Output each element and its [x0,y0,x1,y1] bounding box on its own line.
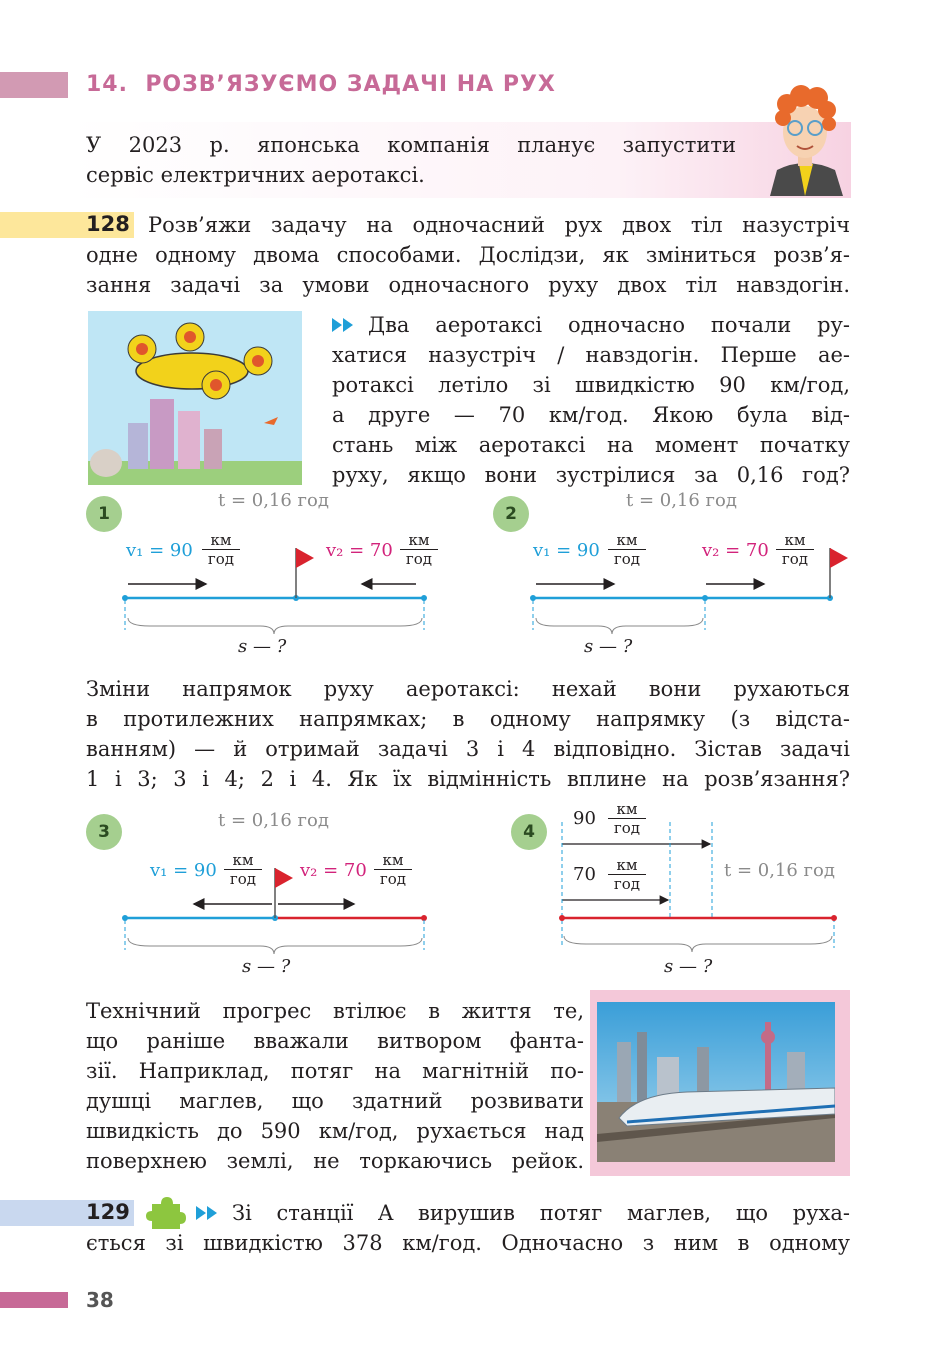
text-line: 1 і 3; 3 і 4; 2 і 4. Як їх відмінність вплине на розв’язання? [86,767,850,791]
speed-label-v2: v₂ = 70 [300,860,367,881]
unit-fraction: км год [776,531,814,568]
page-number: 38 [86,1288,114,1312]
time-label: t = 0,16 год [218,490,329,511]
text-line: швидкість до 590 км/год, рухається над [86,1119,584,1143]
speed-label-v2: v₂ = 70 [702,540,769,561]
intro-text [86,130,736,190]
header-bar [0,72,68,98]
problem-line: хатися назустріч / навздогін. Перше ае- [332,343,850,367]
speed-label-v1: v₁ = 90 [150,860,217,881]
unit-fraction: км год [400,531,438,568]
distance-label: s — ? [664,956,713,977]
problem-line: Два аеротаксі одночасно почали ру- [368,313,850,337]
unit-fraction: км год [224,851,262,888]
speed-label-v1: v₁ = 90 [126,540,193,561]
text-line: в протилежних напрямках; в одному напрямку (з відста- [86,707,850,731]
task-line: зання задачі за умови одночасного руху двох тіл навздогін. [86,273,850,297]
text-line: душці маглев, що здатний розвивати [86,1089,584,1113]
unit-fraction: км год [608,531,646,568]
task-128-number: 128 [86,212,130,236]
diagram-3 [110,862,440,958]
unit-fraction: км год [202,531,240,568]
problem-line: а друге — 70 км/год. Якою була від- [332,403,850,427]
text-line: зії. Наприклад, потяг на магнітній по- [86,1059,584,1083]
text-line: Технічний прогрес втілює в життя те, [86,999,584,1023]
diagram-3-badge: 3 [86,814,122,850]
text-line: що раніше вважали витвором фанта- [86,1029,584,1053]
task-line: Розв’яжи задачу на одночасний рух двох тіл назустріч [148,213,850,237]
speed-value-90: 90 [573,808,596,829]
task-128-text [86,210,850,300]
diagram-2-badge: 2 [493,496,529,532]
distance-label: s — ? [242,956,291,977]
distance-label: s — ? [584,636,633,657]
time-label: t = 0,16 год [724,860,835,881]
unit-fraction: км год [608,800,646,837]
intro-line: У 2023 р. японська компанія планує запустити [86,133,736,157]
unit-fraction: км год [374,851,412,888]
task-129-number: 129 [86,1200,130,1224]
task-129-text [86,1198,850,1258]
diagram-4-badge: 4 [511,814,547,850]
problem-text [332,310,850,490]
footer-bar [0,1292,68,1308]
diagram-2 [518,540,858,636]
task-line: одне одному двома способами. Дослідзи, як зміниться розв’я- [86,243,850,267]
time-label: t = 0,16 год [218,810,329,831]
maglev-text [86,996,584,1176]
text-line: Зміни напрямок руху аеротаксі: нехай вони рухаються [86,677,850,701]
aerotaxi-illustration [88,311,302,485]
unit-fraction: км год [608,856,646,893]
change-direction-text [86,674,850,794]
speed-label-v1: v₁ = 90 [533,540,600,561]
problem-line: руху, якщо вони зустрілися за 0,16 год? [332,463,850,487]
diagram-4 [548,818,848,958]
task-line: ється зі швидкістю 378 км/год. Одночасно з ним в одному [86,1231,850,1255]
problem-line: ротаксі летіло зі швидкістю 90 км/год, [332,373,850,397]
intro-line: сервіс електричних аеротаксі. [86,163,425,187]
maglev-train-photo [597,1002,835,1162]
speed-label-v2: v₂ = 70 [326,540,393,561]
teacher-illustration [765,82,845,196]
diagram-1 [110,540,440,636]
diagram-1-badge: 1 [86,496,122,532]
text-line: поверхнею землі, не торкаючись рейок. [86,1149,584,1173]
time-label: t = 0,16 год [626,490,737,511]
distance-label: s — ? [238,636,287,657]
section-title: РОЗВ’ЯЗУЄМО ЗАДАЧІ НА РУХ [145,72,556,97]
text-line: ванням) — й отримай задачі 3 і 4 відповідно. Зістав задачі [86,737,850,761]
speed-value-70: 70 [573,864,596,885]
problem-line: стань між аеротаксі на момент початку [332,433,850,457]
section-number: 14. [86,72,128,97]
task-line: Зі станції A вирушив потяг маглев, що руха- [232,1201,850,1225]
page-title [86,72,556,97]
